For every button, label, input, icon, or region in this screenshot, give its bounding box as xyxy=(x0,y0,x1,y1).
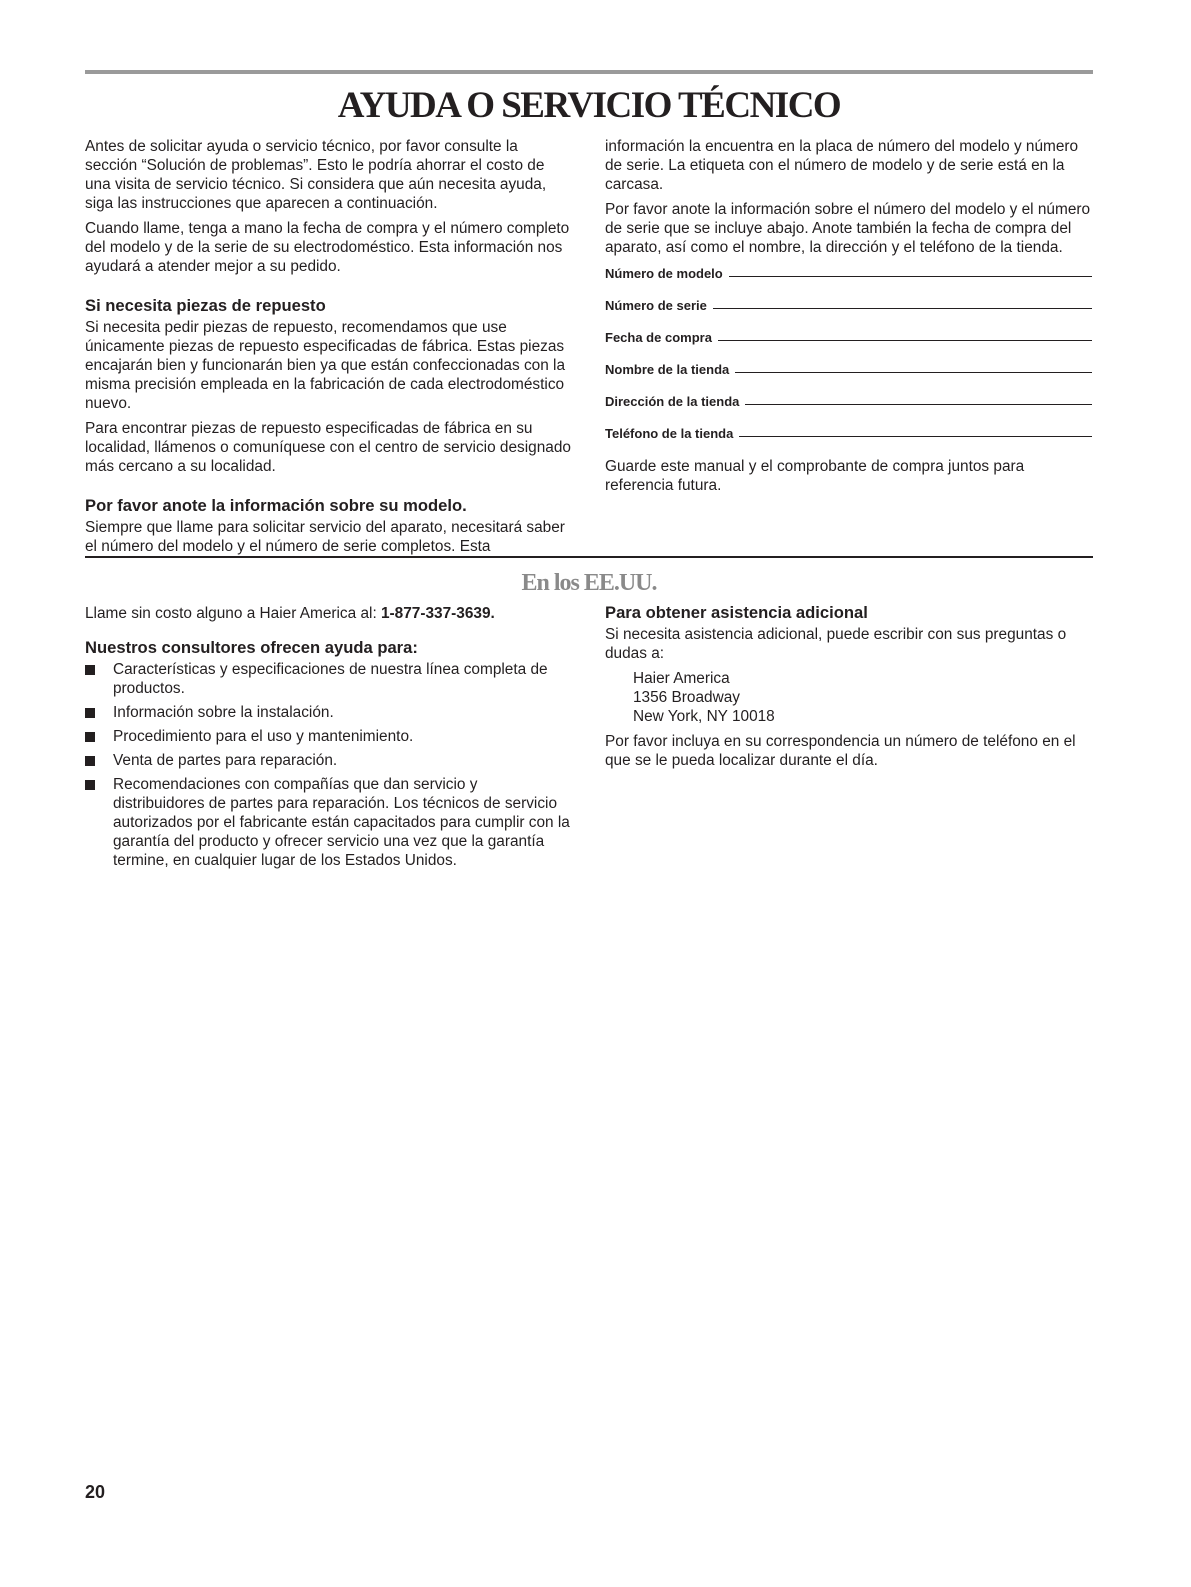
purchase-date-field[interactable] xyxy=(718,340,1092,341)
form-label: Nombre de la tienda xyxy=(605,362,730,377)
page-title: AYUDA O SERVICIO TÉCNICO xyxy=(337,85,841,126)
assistance-paragraph: Si necesita asistencia adicional, puede escribir con sus preguntas o dudas a: xyxy=(605,626,1067,662)
assistance-paragraph-2: Por favor incluya en su correspondencia un número de teléfono en el que se le pueda localizar durante el día. xyxy=(605,733,1076,769)
left-column xyxy=(85,137,572,562)
list-item-text: Procedimiento para el uso y mantenimiento. xyxy=(113,728,414,745)
form-label: Número de serie xyxy=(605,298,707,313)
store-name-field[interactable] xyxy=(735,372,1092,373)
model-info-heading: Por favor anote la información sobre su modelo. xyxy=(85,496,467,515)
form-row-serial-number xyxy=(605,283,1092,315)
parts-paragraph: Si necesita pedir piezas de repuesto, recomendamos que use únicamente piezas de repuesto especificadas de fábrica. Estas piezas encajarán bien y funcionarán bien ya que están confeccionadas con la misma precisión empleada en la fabricación de cada electrodoméstico nuevo. xyxy=(85,319,566,412)
address-line: Haier America xyxy=(633,670,730,687)
form-label: Número de modelo xyxy=(605,266,723,281)
list-item-text: Características y especificaciones de nuestra línea completa de productos. xyxy=(113,661,548,697)
model-number-field[interactable] xyxy=(729,276,1092,277)
form-row-store-phone xyxy=(605,411,1092,443)
list-item xyxy=(85,703,572,722)
list-item xyxy=(85,751,572,770)
list-item xyxy=(85,727,572,746)
bullet-icon xyxy=(85,756,95,766)
form-label: Fecha de compra xyxy=(605,330,712,345)
consultants-list xyxy=(85,660,572,870)
intro-paragraph-2: Cuando llame, tenga a mano la fecha de compra y el número completo del modelo y de la serie de su electrodoméstico. Esta información nos ayudará a atender mejor a su pedido. xyxy=(85,220,570,275)
us-left-column xyxy=(85,604,572,875)
parts-paragraph-2: Para encontrar piezas de repuesto especificadas de fábrica en su localidad, llámenos o comuníquese con el centro de servicio designado más cercano a su localidad. xyxy=(85,420,571,475)
list-item-text: Venta de partes para reparación. xyxy=(113,752,338,769)
bullet-icon xyxy=(85,708,95,718)
model-record-form xyxy=(605,251,1092,443)
phone-number[interactable]: 1-877-337-3639. xyxy=(381,605,495,622)
form-row-purchase-date xyxy=(605,315,1092,347)
model-info-paragraph: Siempre que llame para solicitar servicio del aparato, necesitará saber el número del modelo y el número de serie completos. Esta xyxy=(85,519,565,555)
top-divider xyxy=(85,70,1093,74)
store-phone-field[interactable] xyxy=(739,436,1092,437)
form-row-store-name xyxy=(605,347,1092,379)
us-right-column xyxy=(605,602,1092,776)
serial-number-field[interactable] xyxy=(713,308,1092,309)
store-address-field[interactable] xyxy=(745,404,1092,405)
address-line: 1356 Broadway xyxy=(633,689,740,706)
list-item xyxy=(85,775,572,870)
list-item-text: Recomendaciones con compañías que dan servicio y distribuidores de partes para reparación. Los técnicos de servicio autorizados por el fabricante están capacitados para cumplir con la garantía del producto y ofrecer servicio una vez que la garantía termine, en cualquier lugar de los Estados Unidos. xyxy=(113,776,570,869)
section-divider xyxy=(85,556,1093,558)
model-info-continued: información la encuentra en la placa de número del modelo y número de serie. La etiqueta con el número de modelo y de serie está en la carcasa. xyxy=(605,138,1079,193)
form-row-store-address xyxy=(605,379,1092,411)
record-instructions: Por favor anote la información sobre el número del modelo y el número de serie que se incluye abajo. Anote también la fecha de compra del aparato, así como el nombre, la dirección y el teléfono de la tienda. xyxy=(605,201,1091,256)
save-manual-note: Guarde este manual y el comprobante de compra juntos para referencia futura. xyxy=(605,458,1025,494)
mailing-address xyxy=(605,669,1092,726)
bullet-icon xyxy=(85,665,95,675)
parts-heading: Si necesita piezas de repuesto xyxy=(85,296,326,315)
list-item-text: Información sobre la instalación. xyxy=(113,704,334,721)
call-toll-free-text xyxy=(85,604,572,623)
consultants-heading: Nuestros consultores ofrecen ayuda para: xyxy=(85,638,418,657)
right-column xyxy=(605,137,1092,501)
list-item xyxy=(85,660,572,698)
bullet-icon xyxy=(85,780,95,790)
intro-paragraph: Antes de solicitar ayuda o servicio técnico, por favor consulte la sección “Solución de problemas”. Esto le podría ahorrar el costo de una visita de servicio técnico. Si considera que aún necesita ayuda, siga las instrucciones que aparecen a continuación. xyxy=(85,138,547,212)
address-line: New York, NY 10018 xyxy=(633,708,775,725)
assistance-heading: Para obtener asistencia adicional xyxy=(605,603,868,622)
page-number: 20 xyxy=(85,1482,106,1502)
bullet-icon xyxy=(85,732,95,742)
form-label: Dirección de la tienda xyxy=(605,394,740,409)
section-title-us: En los EE.UU. xyxy=(521,570,657,596)
form-label: Teléfono de la tienda xyxy=(605,426,734,441)
call-text: Llame sin costo alguno a Haier America al: xyxy=(85,605,381,622)
